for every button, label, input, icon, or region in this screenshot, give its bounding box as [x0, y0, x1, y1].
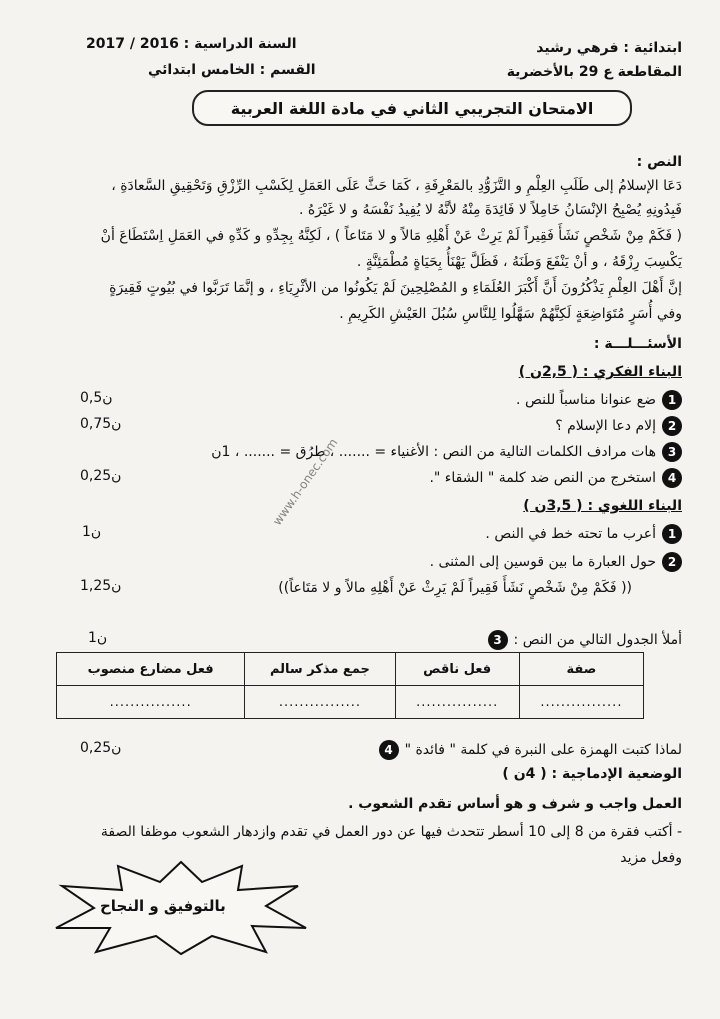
text-line: فَبِدُونِهِ يُصْبِحُ الإنْسَانُ خَامِلاً لا فَائِدَةَ مِنْهُ لأنَّهُ لا يُفِيدُ نَفْسَهُ و لا غَيْرَهُ . [298, 202, 682, 218]
question-mark: 1,25ن [80, 578, 122, 594]
question-text: أعرب ما تحته خط في النص . [485, 526, 656, 542]
question-mark: 0,5ن [80, 390, 113, 406]
question-item [379, 740, 682, 760]
question-text: استخرج من النص ضد كلمة " الشقاء ". [429, 470, 656, 486]
text-line: ( فَكَمْ مِنْ شَخْصٍ نَشَأَ فَقِيراً لَمْ يَرِثْ عَنْ أَهْلِهِ مَالاً و لا مَتَاعاً ) ، لَكِنَّهُ بِجِدِّهِ و كَدِّهِ في العَمَلِ اِسْتَطَاعَ أنْ [100, 228, 682, 244]
question-mark: 1ن [82, 524, 102, 540]
text-heading: النص : [636, 154, 682, 170]
table-header: فعل ناقص [395, 653, 519, 686]
quoted-sentence: (( فَكَمْ مِنْ شَخْصٍ نَشَأَ فَقِيراً لَمْ يَرِثْ عَنْ أَهْلِهِ مالاً و لا مَتَاعاً)) [278, 580, 632, 596]
school-name: ابتدائية : فرهي رشيد [536, 40, 682, 56]
question-item [211, 442, 682, 462]
question-item [555, 416, 682, 436]
table-cell[interactable]: ................ [519, 686, 643, 719]
question-item [430, 552, 682, 572]
text-line: إنَّ أَهْلَ العِلْمِ يَذْكُرُونَ أَنَّ أَكْبَرَ العُلَمَاءِ و المُصْلِحِينَ لَمْ يَكُونُوا من الأثْرِيَاءِ ، و إنَّمَا تَرَبَّوا في بُيُوتٍ فَقِيرَةٍ [109, 280, 682, 296]
question-item [516, 390, 682, 410]
table-cell[interactable]: ................ [57, 686, 245, 719]
table-header-row [57, 653, 644, 686]
question-item [429, 468, 682, 488]
question-item [485, 524, 682, 544]
question-text: ضع عنوانا مناسباً للنص . [516, 392, 656, 408]
table-header: صفة [519, 653, 643, 686]
badge-text: بالتوفيق و النجاح [100, 897, 226, 915]
table-header: فعل مضارع منصوب [57, 653, 245, 686]
integration-statement: العمل واجب و شرف و هو أساس تقدم الشعوب . [348, 796, 682, 812]
question-mark: 1ن [88, 630, 108, 646]
question-mark: 0,75ن [80, 416, 122, 432]
integration-task: - أكتب فقرة من 8 إلى 10 أسطر تتحدث فيها عن دور العمل في تقدم وازدهار الشعوب موظفا الصفة [100, 824, 682, 840]
question-number: 2 [662, 552, 682, 572]
question-item [488, 630, 682, 650]
exam-title: الامتحان التجريبي الثاني في مادة اللغة العربية [192, 90, 632, 126]
integration-heading: الوضعية الإدماجية : ( 4ن ) [502, 766, 682, 782]
question-text: هات مرادف الكلمات التالية من النص : الأغنياء = ....... ، طرُق = ....... ، 1ن [211, 444, 656, 460]
watermark: www.h-onec.com [270, 435, 341, 529]
question-number: 4 [662, 468, 682, 488]
question-text: حول العبارة ما بين قوسين إلى المثنى . [429, 554, 656, 570]
question-text: إلام دعا الإسلام ؟ [555, 418, 656, 434]
text-line: دَعَا الإسلامُ إلى طَلَبِ العِلْمِ و التَّزَوُّدِ بالمَعْرِفَةِ ، كَمَا حَثَّ عَلَى العَمَلِ لِكَسْبِ الرِّزْقِ وَتَحْقِيقِ السَّعادَةِ ، [111, 178, 682, 194]
question-number: 4 [379, 740, 399, 760]
question-mark: 0,25ن [80, 740, 122, 756]
question-number: 2 [662, 416, 682, 436]
table-row [57, 686, 644, 719]
integration-task-cont: وفعل مزيد [620, 850, 682, 866]
question-number: 3 [662, 442, 682, 462]
table-cell[interactable]: ................ [395, 686, 519, 719]
text-line: وفي أُسَرٍ مُتَوَاضِعَةٍ لَكِنَّهُمْ سَهَّلُوا لِلنَّاسِ سُبُلَ العَيْشِ الكَرِيمِ . [339, 306, 682, 322]
question-text: لماذا كتبت الهمزة على النبرة في كلمة " فائدة " [404, 742, 682, 758]
class-level: القسم : الخامس ابتدائي [148, 62, 316, 78]
questions-heading: الأسئـــلـــة : [593, 336, 682, 352]
text-line: يَكْسِبَ رِزْقَهُ ، و أنْ يَنْفَعَ وَطَنَهُ ، فَظَلَّ يَهْنَأُ بِحَيَاةٍ مُطْمَئِنَّةٍ . [356, 254, 682, 270]
question-number: 1 [662, 390, 682, 410]
district-name: المقاطعة ع 29 بالأخضرية [506, 64, 682, 80]
fill-table [56, 652, 644, 719]
table-header: جمع مذكر سالم [245, 653, 395, 686]
question-text: أملأ الجدول التالي من النص : [513, 632, 682, 648]
question-mark: 0,25ن [80, 468, 122, 484]
school-year: السنة الدراسية : 2016 / 2017 [86, 36, 297, 52]
question-number: 1 [662, 524, 682, 544]
text-body [32, 176, 682, 324]
linguistic-heading: البناء اللغوي : ( 3,5ن ) [523, 498, 682, 514]
question-number: 3 [488, 630, 508, 650]
intellectual-heading: البناء الفكري : ( 2,5ن ) [518, 364, 682, 380]
table-cell[interactable]: ................ [245, 686, 395, 719]
